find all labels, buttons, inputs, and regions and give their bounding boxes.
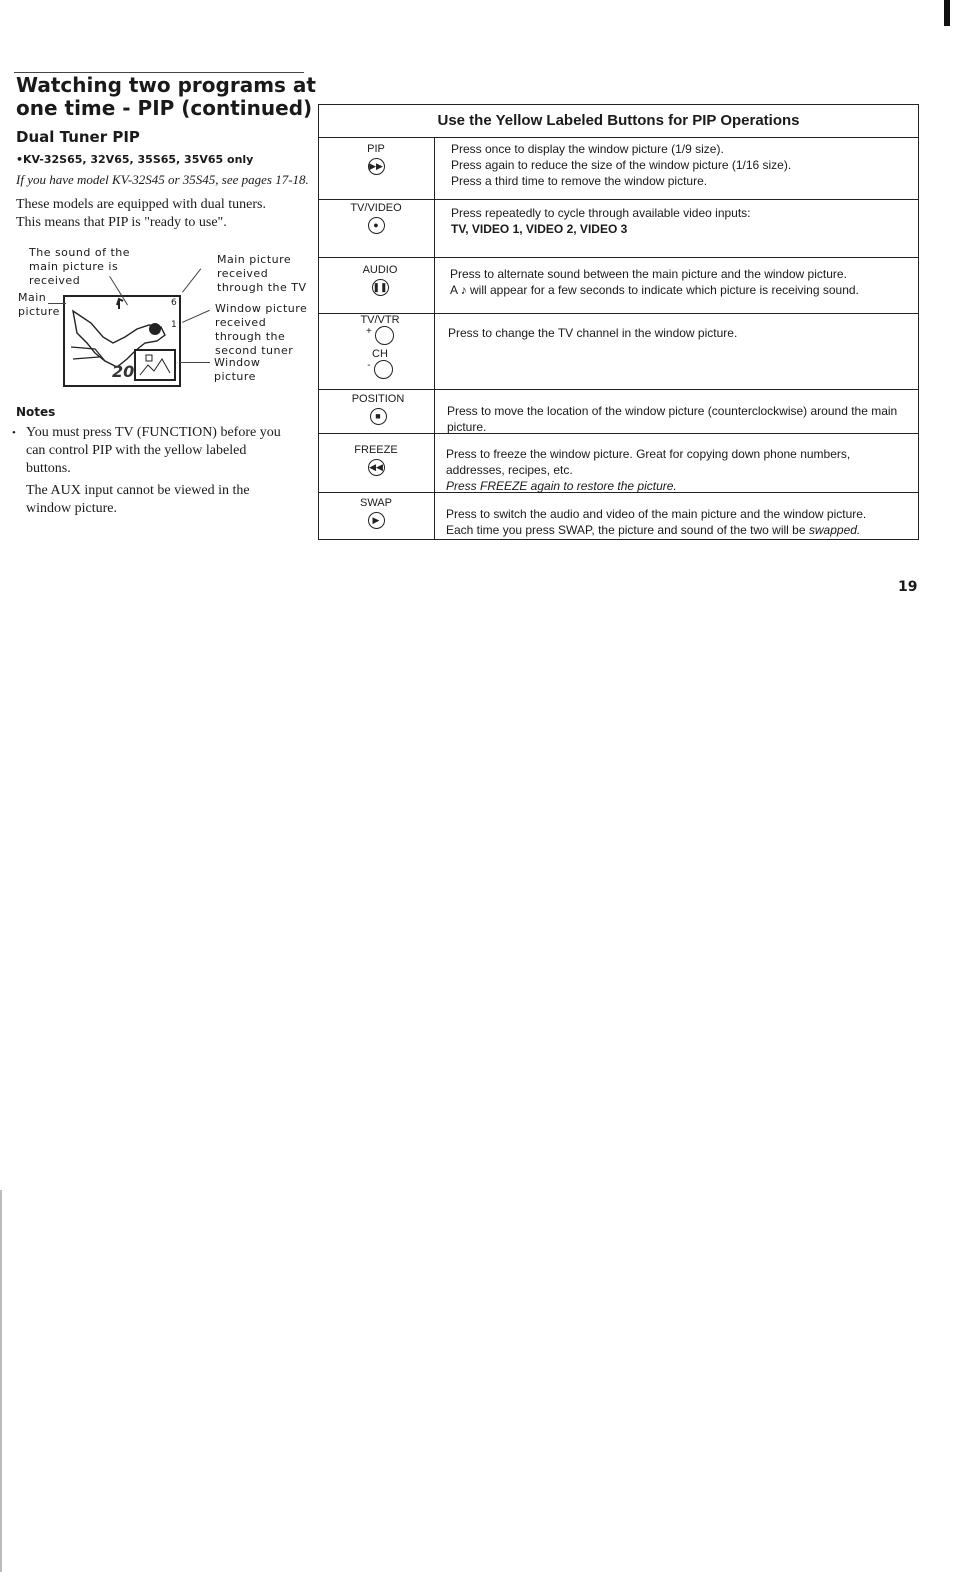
diagram-label-window-second-tuner: Window picture received through the second tuner bbox=[215, 302, 308, 357]
pip-desc-line-2: Press again to reduce the size of the window picture (1/16 size). bbox=[451, 158, 792, 172]
row-divider bbox=[318, 257, 919, 258]
tvvideo-desc-line-1: Press repeatedly to cycle through available video inputs: bbox=[451, 206, 751, 220]
swap-desc-line-2-text: Each time you press SWAP, the picture and sound of the two will be bbox=[446, 523, 806, 537]
table-row-audio-description bbox=[450, 266, 920, 298]
swap-desc-line-2 bbox=[446, 522, 916, 538]
diagram-label-sound: The sound of the main picture is received bbox=[29, 246, 130, 287]
swap-button-label: SWAP bbox=[360, 497, 392, 509]
pip-button-label: PIP bbox=[367, 143, 385, 155]
dot-icon: ● bbox=[368, 217, 385, 234]
diagram-label-window-picture: Window picture bbox=[214, 356, 261, 383]
row-divider bbox=[318, 199, 919, 200]
bullet: • bbox=[12, 427, 16, 439]
table-row-swap-button bbox=[318, 497, 434, 529]
table-row-swap-description bbox=[446, 506, 916, 538]
table-row-position-button bbox=[320, 393, 436, 425]
fast-forward-icon: ▶▶ bbox=[368, 158, 385, 175]
page-title bbox=[16, 74, 316, 120]
table-row-tvvideo-button bbox=[318, 202, 434, 234]
pip-desc-line-1: Press once to display the window picture (1/9 size). bbox=[451, 142, 724, 156]
leader-line-main-tv bbox=[182, 268, 201, 292]
position-button-label: POSITION bbox=[351, 393, 405, 405]
table-row-freeze-button bbox=[318, 444, 434, 476]
table-title: Use the Yellow Labeled Buttons for PIP Operations bbox=[318, 104, 919, 138]
jersey-number: 20 bbox=[112, 362, 135, 381]
models-line: •KV-32S65, 32V65, 35S65, 35V65 only bbox=[16, 153, 254, 166]
tvvideo-inputs: TV, VIDEO 1, VIDEO 2, VIDEO 3 bbox=[451, 222, 628, 236]
channel-down-circle-icon bbox=[374, 360, 393, 379]
channel-main: 6 bbox=[171, 298, 177, 308]
channel-up-circle-icon bbox=[375, 326, 394, 345]
channel-window: 1 bbox=[171, 320, 177, 330]
intro-line-1: These models are equipped with dual tuners. bbox=[16, 197, 266, 212]
page-number: 19 bbox=[898, 579, 918, 595]
table-row-freeze-description bbox=[446, 446, 906, 494]
page-title-line-1: Watching two programs at bbox=[16, 73, 316, 97]
window-picture-illustration bbox=[134, 349, 176, 381]
row-divider bbox=[318, 389, 919, 390]
edge-mark bbox=[944, 0, 950, 26]
window-scene-illustration bbox=[136, 351, 174, 379]
note-1-text: You must press TV (FUNCTION) before you can control PIP with the yellow labeled buttons. bbox=[26, 425, 281, 476]
scan-edge-line bbox=[0, 1190, 2, 1572]
position-desc-line-1: Press to move the location of the window picture (counterclockwise) around the main picture. bbox=[447, 404, 898, 434]
leader-line-window-tuner bbox=[182, 310, 210, 323]
leader-line-main bbox=[48, 303, 66, 304]
channel-plus-label: + bbox=[366, 326, 372, 337]
play-icon: ▶ bbox=[368, 512, 385, 529]
ch-label: CH bbox=[372, 348, 388, 360]
leader-line-window bbox=[180, 362, 210, 363]
table-row-position-description bbox=[447, 403, 907, 435]
note-2: The AUX input cannot be viewed in the window picture. bbox=[26, 483, 250, 516]
table-row-channel-description bbox=[448, 325, 918, 341]
diagram-label-main-picture: Main picture bbox=[18, 291, 60, 318]
audio-desc-line-2: A ♪ will appear for a few seconds to indicate which picture is receiving sound. bbox=[450, 283, 859, 297]
table-row-pip-description bbox=[451, 141, 921, 189]
stop-icon: ■ bbox=[370, 408, 387, 425]
channel-minus-label: - bbox=[367, 360, 371, 371]
tvvideo-button-label: TV/VIDEO bbox=[350, 202, 402, 214]
rewind-icon: ◀◀ bbox=[368, 459, 385, 476]
table-row-channel-button bbox=[322, 314, 438, 382]
audio-desc-line-1: Press to alternate sound between the main picture and the window picture. bbox=[450, 267, 847, 281]
tvvtr-button-label: TV/VTR bbox=[360, 314, 400, 326]
audio-button-label: AUDIO bbox=[362, 264, 398, 276]
table-row-pip-button bbox=[318, 143, 434, 175]
swap-desc-line-1: Press to switch the audio and video of the main picture and the window picture. bbox=[446, 507, 867, 521]
table-row-tvvideo-description bbox=[451, 205, 921, 237]
intro-paragraph bbox=[16, 196, 306, 232]
diagram-label-main-through-tv: Main picture received through the TV bbox=[217, 253, 307, 294]
pip-desc-line-3: Press a third time to remove the window picture. bbox=[451, 174, 708, 188]
model-note: If you have model KV-32S45 or 35S45, see pages 17-18. bbox=[16, 172, 309, 187]
swap-desc-italic-tail: swapped. bbox=[808, 523, 861, 537]
notes-heading: Notes bbox=[16, 405, 56, 419]
note-1 bbox=[12, 424, 286, 478]
freeze-desc-italic: Press FREEZE again to restore the picture. bbox=[446, 479, 677, 493]
freeze-desc-line-1: Press to freeze the window picture. Great for copying down phone numbers, addresses, recipes, etc. bbox=[446, 447, 851, 477]
pause-icon: ❚❚ bbox=[372, 279, 389, 296]
table-row-audio-button bbox=[322, 264, 438, 296]
freeze-button-label: FREEZE bbox=[354, 444, 398, 456]
intro-line-2: This means that PIP is "ready to use". bbox=[16, 215, 227, 230]
section-subtitle: Dual Tuner PIP bbox=[16, 128, 140, 146]
channel-desc-line-1: Press to change the TV channel in the window picture. bbox=[448, 326, 738, 340]
page-title-line-2: one time - PIP (continued) bbox=[16, 96, 313, 120]
